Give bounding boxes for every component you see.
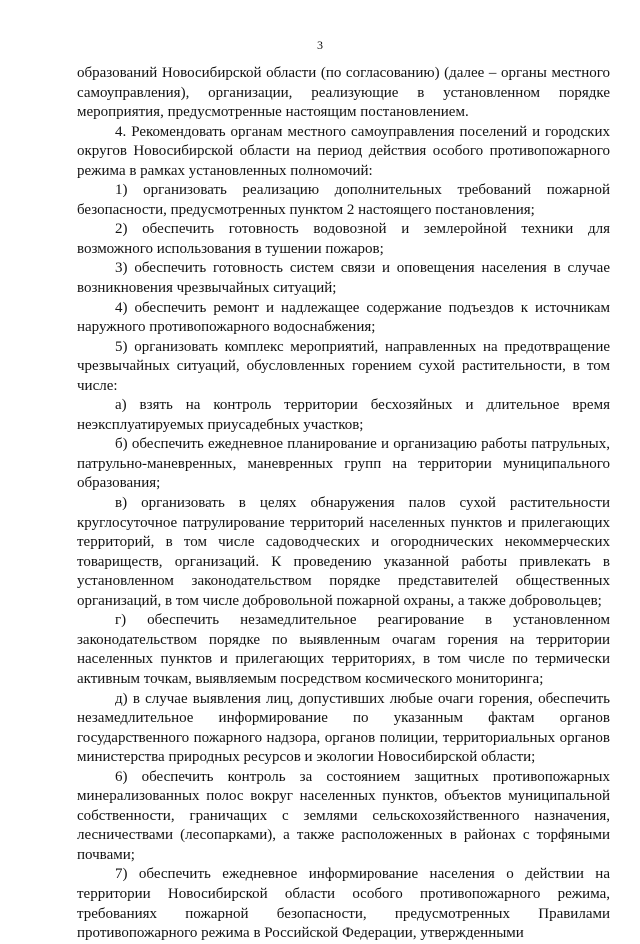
sub-list-item: в) организовать в целях обнаружения палов сухой растительности круглосуточное патрулирование территорий населенных пунктов и прилегающих территорий, в том числе садоводческих и огороднических некоммерческих товариществ, организаций. К проведению указанной работы привлекать в установленном законодательством порядке представителей общественных организаций, в том числе добровольной пожарной охраны, а также добровольцев; [77,495,610,609]
list-item: 3) обеспечить готовность систем связи и оповещения населения в случае возникновения чрезвычайных ситуаций; [77,260,610,297]
list-item: 4) обеспечить ремонт и надлежащее содержание подъездов к источникам наружного противопожарного водоснабжения; [77,299,610,336]
sub-list-item: д) в случае выявления лиц, допустивших любые очаги горения, обеспечить незамедлительное информирование по указанным фактам органов государственного пожарного надзора, органов полиции, территориальных органов министерства природных ресурсов и экологии Новосибирской области; [77,690,610,766]
document-body [77,64,610,944]
list-item: 2) обеспечить готовность водовозной и землеройной техники для возможного использования в тушении пожаров; [77,221,610,257]
sub-list-item: б) обеспечить ежедневное планирование и организацию работы патрульных, патрульно-маневренных, маневренных групп на территории муниципального образования; [77,436,610,492]
list-item: 5) организовать комплекс мероприятий, направленных на предотвращение чрезвычайных ситуаций, обусловленных горением сухой растительности, в том числе: [77,338,610,394]
sub-list-item: а) взять на контроль территории бесхозяйных и длительное время неэксплуатируемых приусадебных участков; [77,397,610,433]
list-item: 6) обеспечить контроль за состоянием защитных противопожарных минерализованных полос вокруг населенных пунктов, объектов муниципальной собственности, граничащих с землями сельскохозяйственного назначения, лесничествами (лесопарками), а также расположенных в районах с торфяными почвами; [77,768,610,863]
sub-list-item: г) обеспечить незамедлительное реагирование в установленном законодательством порядке по выявленным очагам горения на территории населенных пунктов и прилегающих территориях, в том числе по термически активным точкам, выявляемым посредством космического мониторинга; [77,612,610,687]
list-item: 1) организовать реализацию дополнительных требований пожарной безопасности, предусмотренных пунктом 2 настоящего постановления; [77,182,610,218]
list-item: 7) обеспечить ежедневное информирование населения о действии на территории Новосибирской области особого противопожарного режима, требованиях пожарной безопасности, предусмотренных Правилами противопожарного режима в Российской Федерации, утвержденными [77,866,610,942]
paragraph: образований Новосибирской области (по согласованию) (далее – органы местного самоуправления), организации, реализующие в установленном порядке мероприятия, предусмотренные настоящим постановлением. [77,65,610,121]
paragraph: 4. Рекомендовать органам местного самоуправления поселений и городских округов Новосибирской области на период действия особого противопожарного режима в рамках установленных полномочий: [77,123,610,179]
page-number: 3 [317,38,323,52]
